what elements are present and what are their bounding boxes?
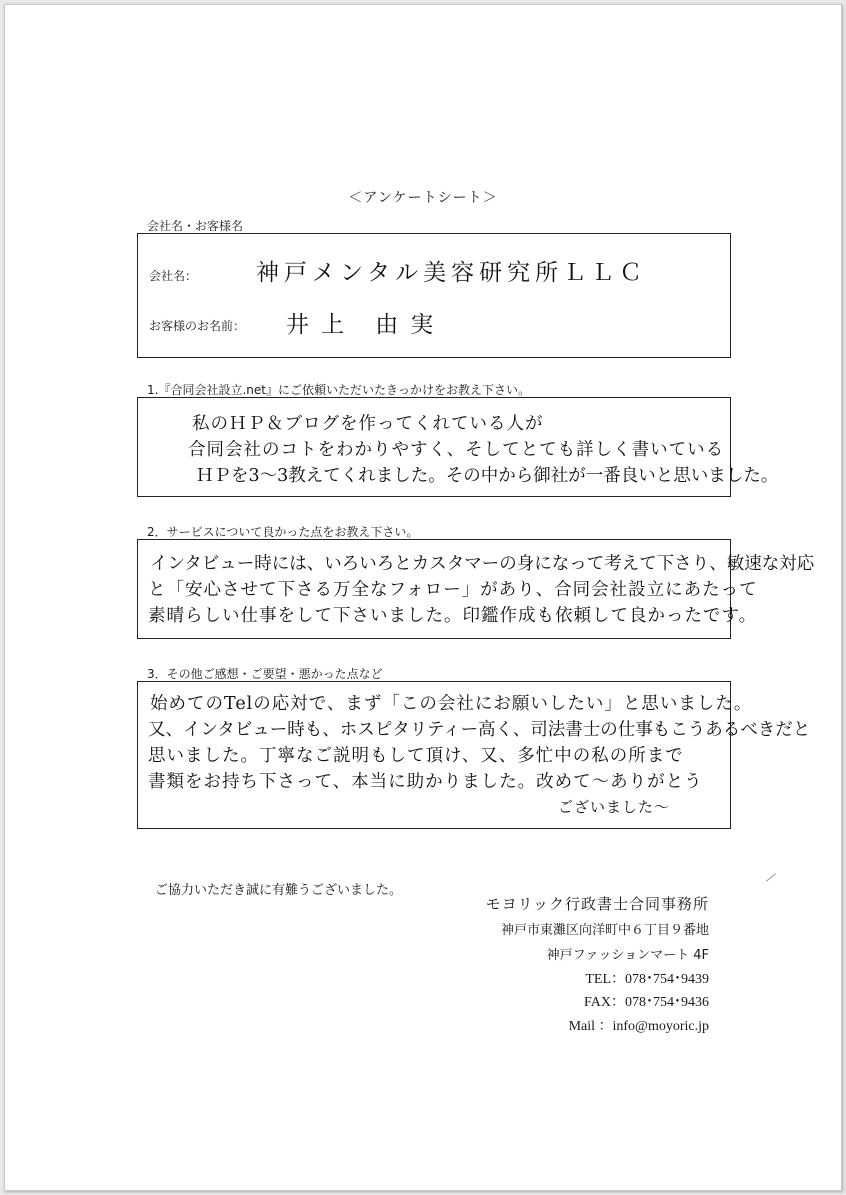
- office-address-line-1: 神戸市東灘区向洋町中６丁目９番地: [500, 923, 709, 938]
- survey-sheet: [4, 4, 842, 1191]
- question-1-label: 1.『合同会社設立.net』にご依頼いただいたきっかけをお教え下さい。: [147, 383, 530, 397]
- sheet-title: ＜アンケートシート＞: [348, 190, 498, 206]
- office-name: モヨリック行政書士合同事務所: [485, 895, 709, 913]
- question-2-label: 2．サービスについて良かった点をお教え下さい。: [147, 525, 419, 539]
- company-label: 会社名：: [149, 269, 198, 283]
- customer-name-label: お客様のお名前：: [149, 319, 246, 333]
- customer-section-label: 会社名・お客様名: [147, 219, 244, 233]
- office-tel: TEL：078･754･9439: [585, 972, 709, 987]
- question-1-answer-line: ＨＰを3〜3教えてくれました。その中から御社が一番良いと思いました。: [196, 466, 779, 486]
- question-3-label: 3．その他ご感想・ご要望・悪かった点など: [147, 667, 383, 681]
- question-3-answer-line: 書類をお持ち下さって、本当に助かりました。改めて〜ありがとう: [148, 772, 703, 792]
- question-3-answer-line: ございました〜: [558, 798, 671, 816]
- question-1-answer-box: [137, 397, 779, 497]
- customer-name-value: 井上 由実: [286, 312, 446, 338]
- question-2-answer-line: 素晴らしい仕事をして下さいました。印鑑作成も依頼して良かったです。: [148, 606, 758, 626]
- office-fax: FAX：078･754･9436: [584, 995, 709, 1010]
- company-value: 神戸メンタル美容研究所ＬＬＣ: [256, 260, 648, 286]
- question-1-answer-line: 合同会社のコトをわかりやすく、そしてとても詳しく書いている: [188, 440, 725, 460]
- office-mail: Mail ：info@moyoric.jp: [568, 1019, 709, 1034]
- office-address-line-2: 神戸ファッションマート 4F: [546, 948, 709, 963]
- question-3-answer-line: 又、インタビュー時も、ホスピタリティー高く、司法書士の仕事もこうあるべきだと: [148, 720, 811, 740]
- customer-box: [137, 233, 731, 358]
- thanks-message: ご協力いただき誠に有難うございました。: [155, 883, 403, 898]
- question-3-answer-box: [137, 681, 811, 829]
- question-2-answer-box: [137, 539, 815, 639]
- question-2-answer-line: インタビュー時には、いろいろとカスタマーの身になって考えて下さり、敏速な対応: [150, 554, 815, 574]
- stray-pen-mark: [766, 873, 776, 881]
- question-3-answer-line: 始めてのTelの応対で、まず「この会社にお願いしたい」と思いました。: [150, 694, 753, 714]
- question-2-answer-line: と「安心させて下さる万全なフォロー」があり、合同会社設立にあたって: [148, 580, 758, 600]
- question-1-answer-line: 私のＨＰ＆ブログを作ってくれている人が: [192, 414, 544, 434]
- question-3-answer-line: 思いました。丁寧なご説明もして頂け、又、多忙中の私の所まで: [148, 746, 684, 766]
